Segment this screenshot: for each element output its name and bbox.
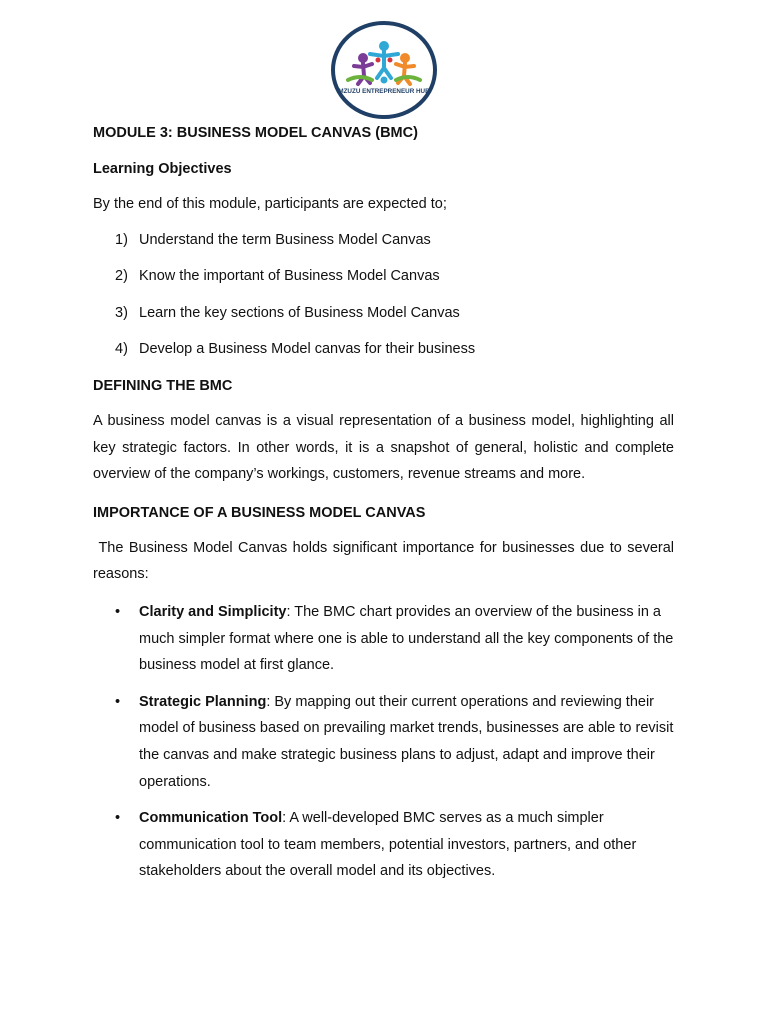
importance-list xyxy=(93,599,674,885)
reason-term: Strategic Planning xyxy=(139,693,267,710)
defining-paragraph: A business model canvas is a visual representation of a business model, highlighting all key strategic factors. In other words, it is a snapshot of general, holistic and complete overview of the company’s workings, customers, revenue streams and more. xyxy=(93,413,674,483)
reason-text: : A well-developed BMC serves as a much simpler communication tool to team members, potential investors, partners, and other stakeholders about the overall model and its objectives. xyxy=(139,810,637,880)
bullet-icon: • xyxy=(115,604,121,621)
people-circle-logo-icon xyxy=(330,20,438,120)
reason-item xyxy=(93,599,674,679)
objective-text: Develop a Business Model canvas for their business xyxy=(139,341,476,358)
bullet-icon: • xyxy=(115,810,121,827)
objective-item xyxy=(93,229,674,251)
module-title: MODULE 3: BUSINESS MODEL CANVAS (BMC) xyxy=(93,125,418,141)
reason-term: Communication Tool xyxy=(139,810,283,827)
reason-item xyxy=(93,805,674,885)
objective-item xyxy=(93,338,674,360)
reason-term: Clarity and Simplicity xyxy=(139,604,287,621)
mzuzu-entrepreneur-hub-logo xyxy=(330,20,438,120)
learning-objectives-list xyxy=(93,229,674,361)
reason-item xyxy=(93,689,674,795)
learning-objectives-intro: By the end of this module, participants are expected to; xyxy=(93,196,447,212)
reason-text: : The BMC chart provides an overview of the business in a much simpler format where one is able to understand all the key components of the business model at first glance. xyxy=(139,604,674,674)
reason-text: : By mapping out their current operations and reviewing their model of business based on prevailing market trends, businesses are able to revisit the canvas and make strategic business plans to adjust, adapt and improve their operations. xyxy=(139,693,674,790)
objective-number: 2) xyxy=(115,268,128,285)
objective-text: Understand the term Business Model Canvas xyxy=(139,231,431,248)
defining-heading: DEFINING THE BMC xyxy=(93,378,233,395)
objective-number: 3) xyxy=(115,304,128,321)
objective-number: 4) xyxy=(115,341,128,358)
learning-objectives-heading: Learning Objectives xyxy=(93,161,232,177)
importance-heading: IMPORTANCE OF A BUSINESS MODEL CANVAS xyxy=(93,504,426,521)
importance-intro: The Business Model Canvas holds significant importance for businesses due to several reasons: xyxy=(93,539,679,583)
document-content xyxy=(93,120,679,885)
objective-item xyxy=(93,302,674,324)
bullet-icon: • xyxy=(115,693,121,710)
objective-item xyxy=(93,265,674,287)
objective-text: Learn the key sections of Business Model Canvas xyxy=(139,304,460,321)
objective-text: Know the important of Business Model Canvas xyxy=(139,268,440,285)
logo-text: MZUZU ENTREPRENEUR HUB xyxy=(338,88,430,95)
objective-number: 1) xyxy=(115,231,128,248)
